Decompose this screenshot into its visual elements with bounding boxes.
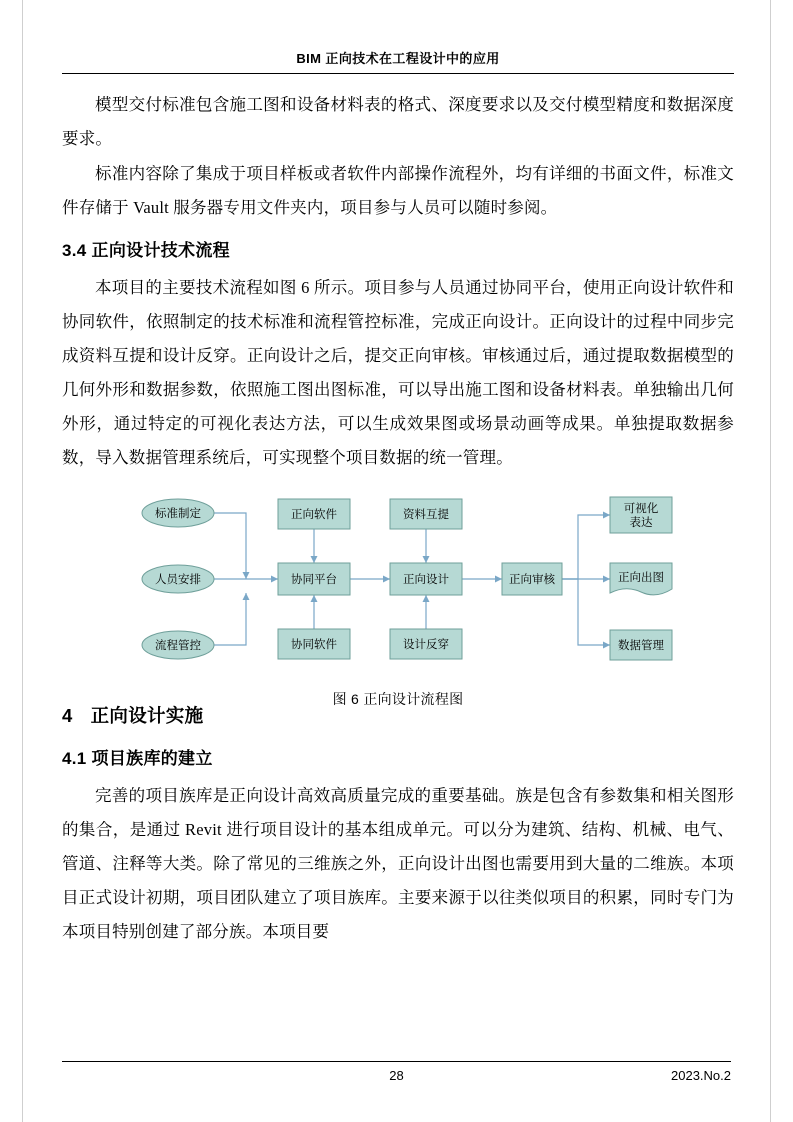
flow-node-forward-design-label: 正向设计 <box>403 574 449 586</box>
paragraph-family-library: 完善的项目族库是正向设计高效高质量完成的重要基础。族是包含有参数集和相关图形的集合，是通过 Revit 进行项目设计的基本组成单元。可以分为建筑、结构、机械、电气、管道、注释等大类。除了常见的三维族之外，正向设计出图也需要用到大量的二维族。本项目正式设计初期，项目团队建立了项目族库。主要来源于以往类似项目的积累，同时专门为本项目特别创建了部分族。本项目要 <box>62 786 734 941</box>
flow-node-forward-audit <box>502 563 562 595</box>
flow-node-standard-label: 标准制定 <box>155 508 201 520</box>
page-edge-left <box>22 0 23 1122</box>
flow-node-data-exchange-label: 资料互提 <box>403 509 449 521</box>
flow-node-data-management <box>610 630 672 660</box>
footer-page-number: 28 <box>389 1068 404 1083</box>
flow-node-staffing <box>142 565 214 593</box>
flow-node-collab-software <box>278 629 350 659</box>
flow-node-data-exchange <box>390 499 462 529</box>
flow-node-design-review <box>390 629 462 659</box>
figure-caption: 图 6 正向设计流程图 <box>332 691 464 707</box>
flow-node-forward-software <box>278 499 350 529</box>
flow-node-design-review-label: 设计反穿 <box>403 639 449 651</box>
flow-node-data-management-label: 数据管理 <box>618 640 664 652</box>
flow-node-forward-design <box>390 563 462 595</box>
flow-node-collab-platform-label: 协同平台 <box>291 574 337 586</box>
heading-chapter-4-number: 4 <box>62 705 73 726</box>
flow-node-process-control <box>142 631 214 659</box>
flow-node-forward-software-label: 正向软件 <box>291 509 337 521</box>
heading-section-4-1: 4.1 项目族库的建立 <box>62 749 213 768</box>
footer-rule <box>62 1061 731 1062</box>
flow-node-collab-software-label: 协同软件 <box>291 639 337 651</box>
flow-node-process-control-label: 流程管控 <box>155 640 201 652</box>
flow-node-visualization-label-line1: 可视化 <box>623 503 659 515</box>
figure-flowchart <box>62 493 734 707</box>
paragraph-tech-process: 本项目的主要技术流程如图 6 所示。项目参与人员通过协同平台，使用正向设计软件和协同软件，依照制定的技术标准和流程管控标准，完成正向设计。正向设计的过程中同步完成资料互提和设计反穿。正向设计之后，提交正向审核。审核通过后，通过提取数据模型的几何外形和数据参数，依照施工图出图标准，可以导出施工图和设备材料表。单独输出几何外形，通过特定的可视化表达方法，可以生成效果图或场景动画等成果。单独提取数据参数，导入数据管理系统后，可实现整个项目数据的统一管理。 <box>62 278 734 467</box>
paragraph-standard-content: 标准内容除了集成于项目样板或者软件内部操作流程外，均有详细的书面文件，标准文件存储于 Vault 服务器专用文件夹内，项目参与人员可以随时参阅。 <box>62 164 734 217</box>
flow-node-standard <box>142 499 214 527</box>
heading-chapter-4-text: 正向设计实施 <box>90 705 204 726</box>
page-content <box>62 48 734 950</box>
page-footer <box>62 1061 731 1088</box>
flow-node-drawing-output <box>610 563 672 595</box>
flow-node-visualization-label-line2: 表达 <box>629 517 653 529</box>
footer-row <box>62 1068 731 1088</box>
flow-node-staffing-label: 人员安排 <box>155 574 201 586</box>
flow-node-forward-audit-label: 正向审核 <box>509 574 555 586</box>
paragraph-model-delivery: 模型交付标准包含施工图和设备材料表的格式、深度要求以及交付模型精度和数据深度要求。 <box>62 95 734 148</box>
footer-issue: 2023.No.2 <box>671 1068 731 1083</box>
header-rule <box>62 73 734 74</box>
flow-node-visualization <box>610 497 672 533</box>
running-header: BIM 正向技术在工程设计中的应用 <box>296 51 500 66</box>
flowchart-svg <box>118 493 678 683</box>
flow-node-collab-platform <box>278 563 350 595</box>
heading-section-3-4: 3.4 正向设计技术流程 <box>62 241 230 260</box>
flow-node-drawing-output-label: 正向出图 <box>618 572 664 584</box>
page-edge-right <box>770 0 771 1122</box>
